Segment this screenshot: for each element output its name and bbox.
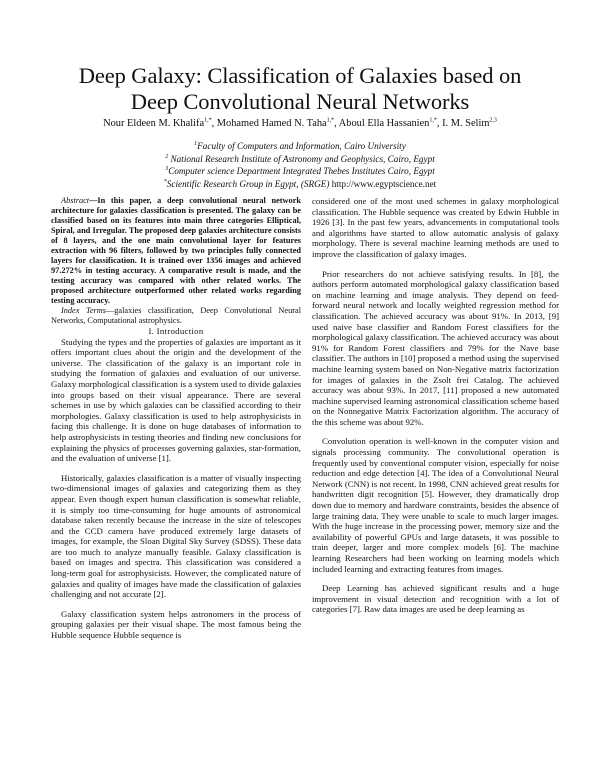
right-paragraph-4: Deep Learning has achieved significant results and a huge improvement in visual detection and recognition with a lot of categories [7]. Raw data images are used be deep learning as (312, 583, 559, 615)
author-4-sup: 2,3 (489, 117, 497, 124)
left-column (51, 196, 301, 641)
author-list (20, 117, 580, 130)
abstract-label: Abstract (61, 196, 90, 205)
intro-paragraph-2: Historically, galaxies classification is a matter of visually inspecting two-dimensional images of galaxies and categorizing them as they appear. Even though expert human classification is somewhat reliable, it is simply too time-consuming for huge amounts of astronomical database taken recently because the increase in the size of telescopes and the CCD camera have produced extremely large datasets of images, for example, the Sloan Digital Sky Survey (SDSS). These data are too much to analyze manually feasible. Galaxy classification is based on images and spectra. This classification was considered a long-term goal for astrophysicists. However, the complicated nature of galaxies and quality of images have made the classification of galaxies challenging and not accurate [2]. (51, 472, 301, 600)
index-terms (51, 306, 301, 326)
title-line-2: Deep Convolutional Neural Networks (130, 89, 470, 114)
title-line-1: Deep Galaxy: Classification of Galaxies based on (78, 63, 522, 88)
author-3: , Aboul Ella Hassanien (334, 118, 430, 129)
index-terms-text: —galaxies classification, Deep Convolutional Neural Networks, Computational astrophysics. (51, 306, 301, 325)
author-1: Nour Eldeen M. Khalifa (103, 118, 205, 129)
author-2: , Mohamed Hamed N. Taha (211, 118, 327, 129)
intro-paragraph-3: Galaxy classification system helps astronomers in the process of grouping galaxies per their visual shape. The most famous being the Hubble sequence Hubble sequence is (51, 608, 301, 641)
affiliations (60, 140, 540, 190)
affiliation-1: $^1$Faculty of Computers and Information, Cairo University (194, 140, 406, 151)
paper-title (30, 63, 570, 115)
abstract-text: —In this paper, a deep convolutional neural network architecture for galaxies classification is presented. The galaxy can be classified based on its features into main three categories Elliptical, Spiral, and Irregular. The proposed deep galaxies architecture consists of 8 layers, and the one main convolutional layer for features extraction with 96 filters, followed by two principles fully connected layers for classification. It is trained over 1356 images and achieved 97.272% in testing accuracy. A comparative result is made, and the testing accuracy was compared with other related works. The proposed architecture outperformed other related works regarding testing accuracy. (51, 196, 301, 305)
abstract (51, 196, 301, 306)
right-column (312, 196, 559, 615)
right-paragraph-2: Prior researchers do not achieve satisfying results. In [8], the authors perform automated morphological galaxy classification based on machine learning and image analysis. They depend on feed-forward neural network and locally weighted regression method for classification. The achieved accuracy was about 91%. In 2013, [9] used naive base classifier and Random Forest classifiers for the morphological galaxy classification. The achieved accuracy was about 91% for Random Forest classifiers and 79% for the Nave base classifier. The authors in [10] proposed a method using the supervised machine learning system based on Non-Negative matrix factorization for images of galaxies in the Zsolt frei Catalog. The achieved accuracy was about 93%. In 2017, [11] proposed a new automated machine supervised learning astronomical classification scheme based on the Nonnegative Matrix Factorization algorithm. The accuracy of the this scheme was about 92%. (312, 268, 559, 427)
affiliation-url[interactable]: http://www.egyptscience.net (329, 178, 437, 189)
author-3-sup: 1,* (429, 117, 437, 124)
intro-paragraph-1: Studying the types and the properties of galaxies are important as it offers important clues about the origin and the development of the universe. The classification of the galaxy is an important role in studying the formation of galaxies and evaluation of our universe. Galaxy morphological classification is a system used to divide galaxies into groups based on their visual appearance. There are several schemes in use by which galaxies can be classified according to their morphologies. Galaxy classification is used to help astrophysicists in facing this challenge. It is done on huge databases of information to help astrophysicists in testing theories and finding new conclusions for explaining the physics of processes governing galaxies, star-formation, and the evaluation of universe [1]. (51, 336, 301, 464)
author-1-sup: 1,* (204, 117, 212, 124)
right-paragraph-1: considered one of the most used schemes in galaxy morphological classification. The Hubble sequence was created by Edwin Hubble in 1926 [3]. In the past few years, advancements in computational tools and algorithms have started to allow automatic analysis of galaxy morphology. There is several machine learning methods are used to improve the classification of galaxy images. (312, 196, 559, 259)
right-paragraph-3: Convolution operation is well-known in the computer vision and signals processing community. The convolutional operation is frequently used by conventional computer vision, especially for noise reduction and edge detection [4]. The idea of a Convolutional Neural Network (CNN) is not recent. In 1998, CNN achieved great results for handwritten digit recognition [5]. However, they dramatically drop down due to memory and hardware constraints, besides the absence of large training data. They were unable to scale to much larger images. With the huge increase in the processing power, memory size and the availability of powerful GPUs and large datasets, it was possible to train deeper, larger and more complex models [6]. The machine learning Researchers had been working on learning models which included learning and extracting features from images. (312, 436, 559, 574)
author-4: , I. M. Selim (436, 118, 490, 129)
affiliation-2: $^2$ National Research Institute of Astronomy and Geophysics, Cairo, Egypt (165, 153, 435, 164)
affiliation-3: $^3$Computer science Department Integrated Thebes Institutes Cairo, Egypt (165, 166, 435, 177)
section-heading-introduction: I. Introduction (148, 326, 204, 336)
author-2-sup: 1,* (326, 117, 335, 124)
index-terms-label: Index Terms (61, 306, 106, 315)
affiliation-4: *Scientific Research Group in Egypt, (SRGE) http://www.egyptscience.net (163, 178, 437, 189)
